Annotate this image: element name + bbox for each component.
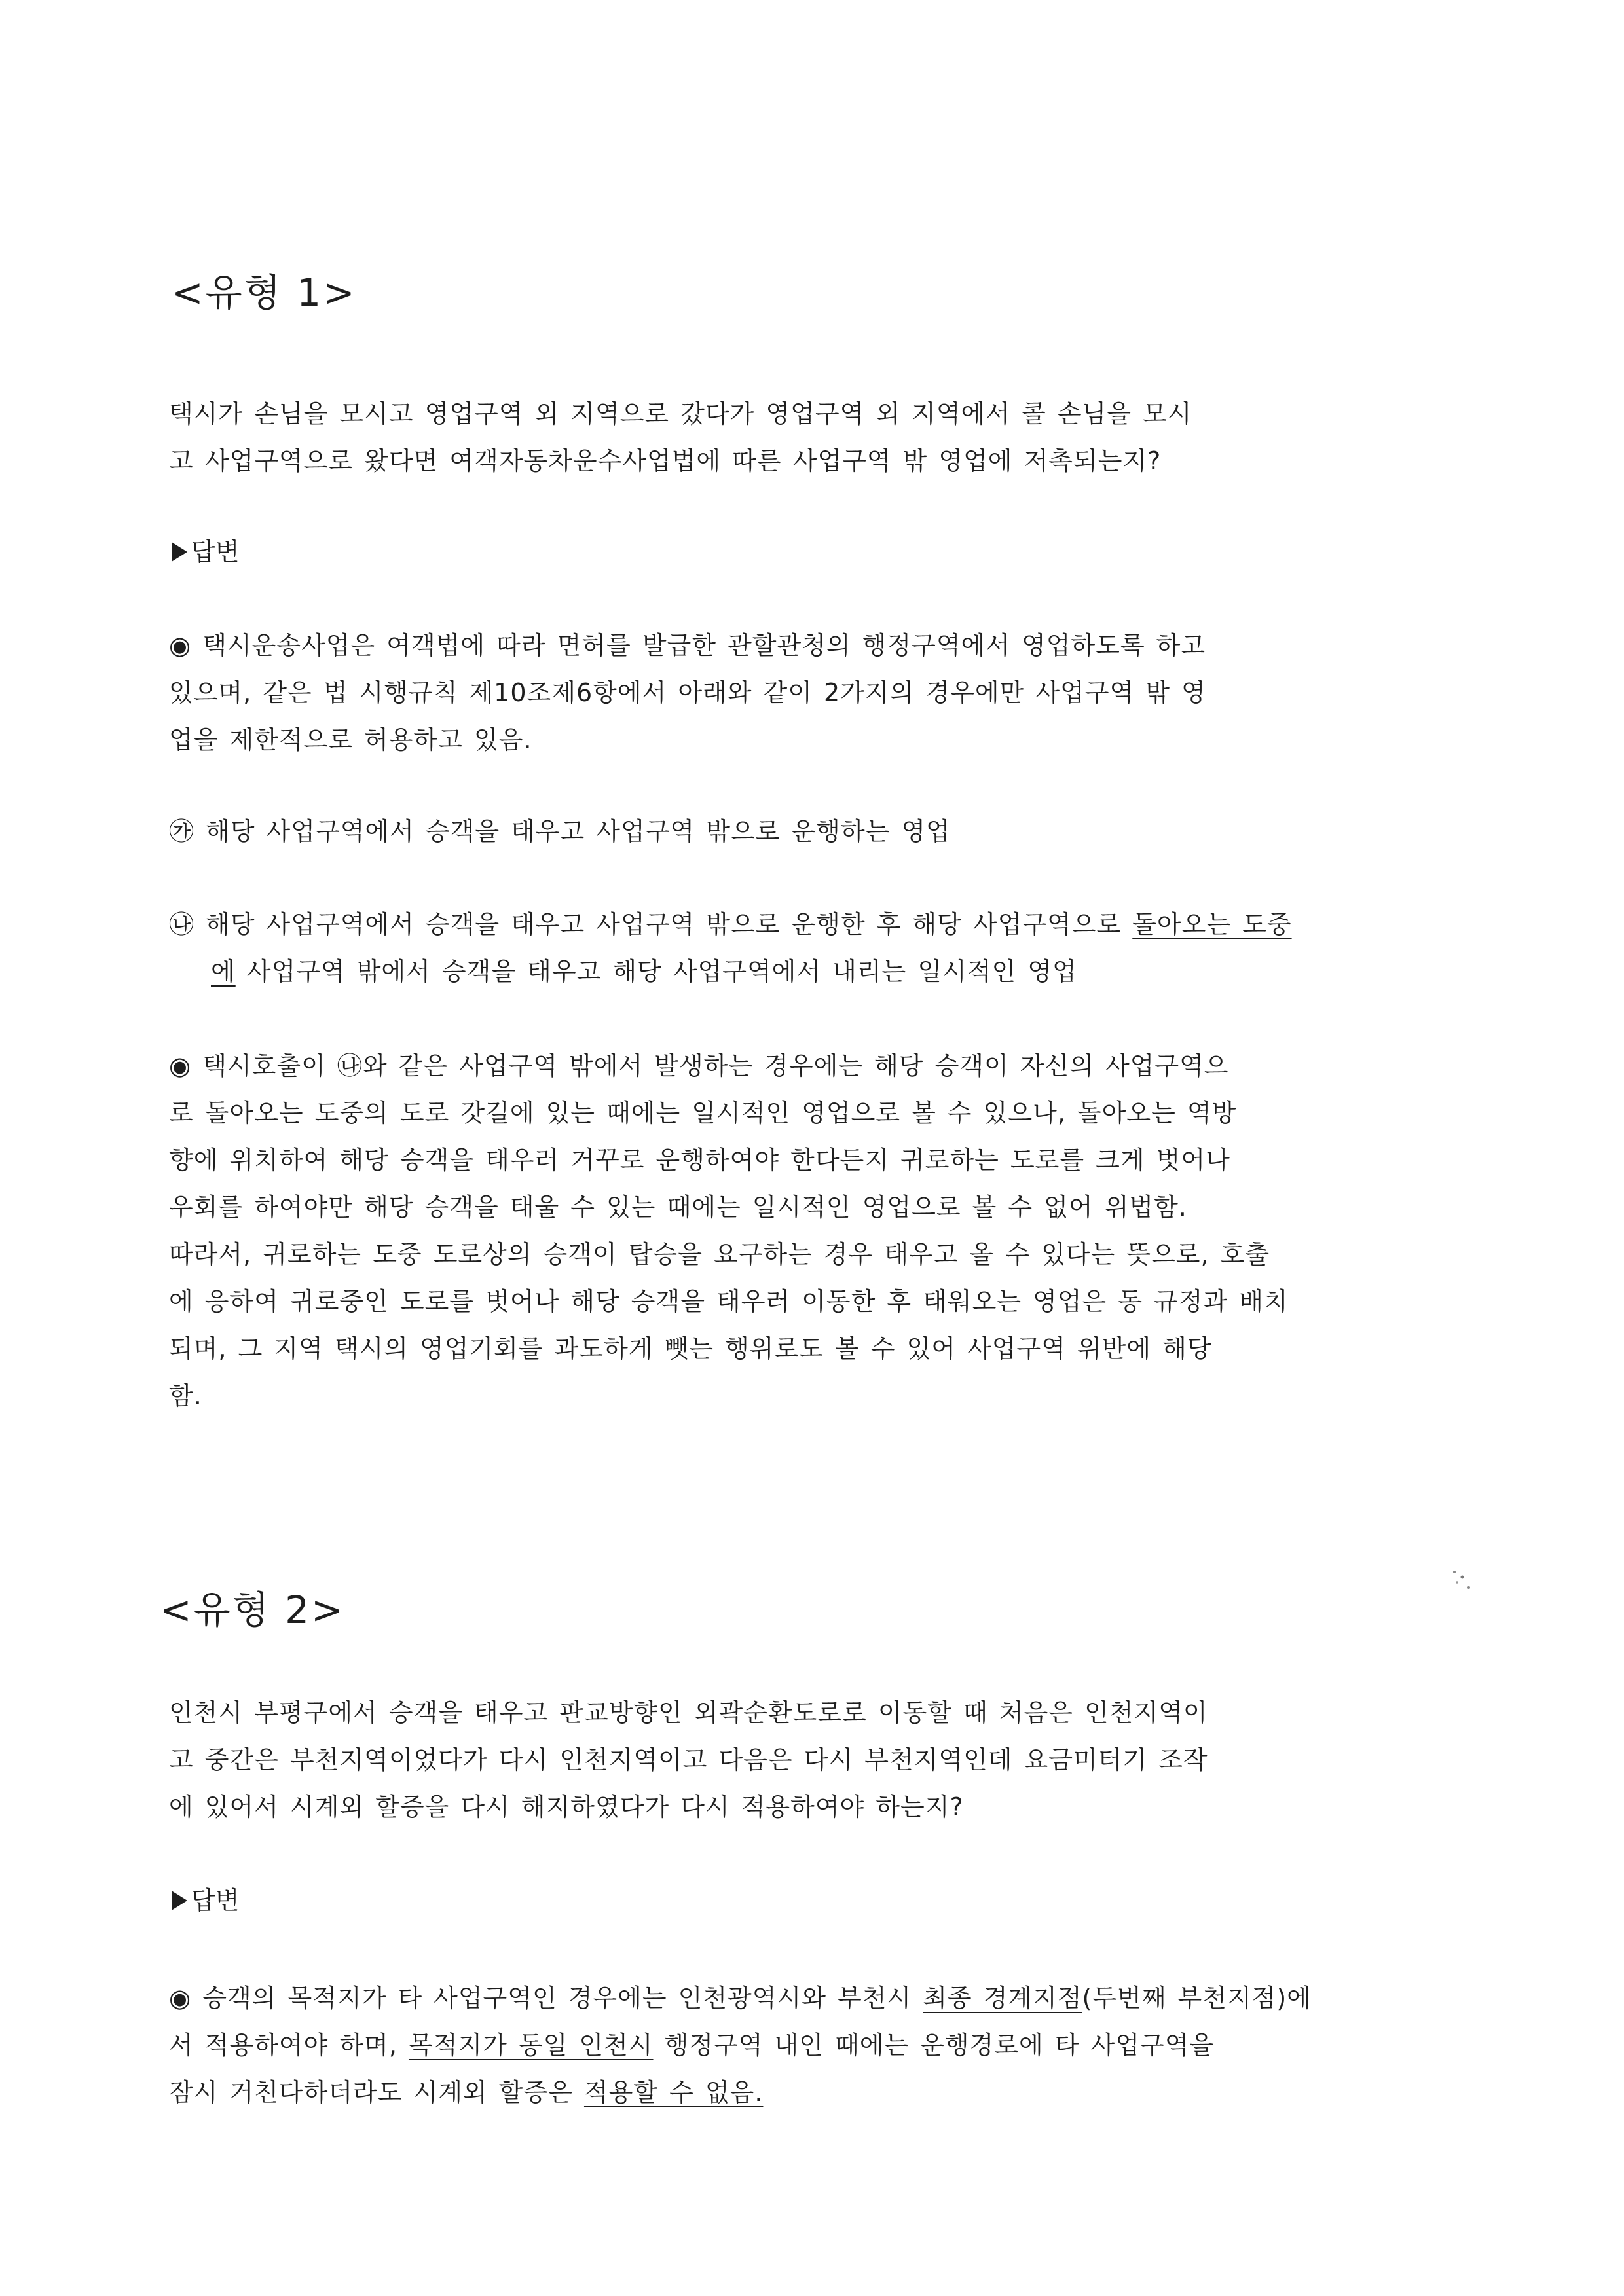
answer-line: 업을 제한적으로 허용하고 있음. <box>169 725 532 754</box>
answer-underlined: 적용할 수 없음. <box>583 2078 764 2107</box>
item-ga-text: ㉮ 해당 사업구역에서 승객을 태우고 사업구역 밖으로 운행하는 영업 <box>169 817 951 846</box>
section1-answer-para2 <box>169 1042 1400 1419</box>
section2-answer-label <box>172 1880 239 1916</box>
answer-label-text: 답변 <box>191 1886 240 1915</box>
item-na-line <box>169 901 1400 948</box>
answer-underlined: 최종 경계지점 <box>923 1984 1082 2013</box>
section1-question-line: 택시가 손님을 모시고 영업구역 외 지역으로 갔다가 영업구역 외 지역에서 콜 손님을 모시 <box>169 399 1192 428</box>
answer-line <box>169 2069 1400 2116</box>
section2-question-line: 에 있어서 시계외 할증을 다시 해지하였다가 다시 적용하여야 하는지? <box>169 1793 964 1821</box>
scan-speck-marks <box>1450 1568 1477 1594</box>
answer-text: 서 적용하여야 하며, <box>169 2031 409 2060</box>
answer-line: ◉ 택시운송사업은 여객법에 따라 면허를 발급한 관할관청의 행정구역에서 영업하도록 하고 <box>169 631 1206 660</box>
section2-heading: <유형 2> <box>160 1588 345 1632</box>
section1-question <box>169 390 1400 484</box>
section2-question-line: 고 중간은 부천지역이었다가 다시 인천지역이고 다음은 다시 부천지역인데 요금미터기 조작 <box>169 1745 1208 1774</box>
answer-line: 있으며, 같은 법 시행규칙 제10조제6항에서 아래와 같이 2가지의 경우에만 사업구역 밖 영 <box>169 678 1206 707</box>
answer-line: 로 돌아오는 도중의 도로 갓길에 있는 때에는 일시적인 영업으로 볼 수 있으나, 돌아오는 역방 <box>169 1099 1237 1127</box>
answer-line: 우회를 하여야만 해당 승객을 태울 수 있는 때에는 일시적인 영업으로 볼 수 없어 위법함. <box>169 1193 1187 1222</box>
answer-text: (두번째 부천지점)에 <box>1082 1984 1312 2013</box>
answer-line: 되며, 그 지역 택시의 영업기회를 과도하게 뺏는 행위로도 볼 수 있어 사업구역 위반에 해당 <box>169 1334 1212 1363</box>
item-na-underlined: 돌아오는 도중 <box>1132 910 1292 939</box>
answer-text: 행정구역 내인 때에는 운행경로에 타 사업구역을 <box>653 2031 1215 2060</box>
answer-label-text: 답변 <box>191 538 240 566</box>
answer-line: 향에 위치하여 해당 승객을 태우러 거꾸로 운행하여야 한다든지 귀로하는 도로를 크게 벗어나 <box>169 1146 1230 1175</box>
section1-heading: <유형 1> <box>172 270 357 315</box>
answer-line: 따라서, 귀로하는 도중 도로상의 승객이 탑승을 요구하는 경우 태우고 올 수 있다는 뜻으로, 호출 <box>169 1240 1270 1269</box>
triangle-bullet-icon <box>172 1891 187 1910</box>
section1-answer-label <box>172 532 239 568</box>
answer-line: ◉ 택시호출이 ㉯와 같은 사업구역 밖에서 발생하는 경우에는 해당 승객이 자신의 사업구역으 <box>169 1051 1229 1080</box>
item-na-text: 사업구역 밖에서 승객을 태우고 해당 사업구역에서 내리는 일시적인 영업 <box>235 957 1077 986</box>
section1-question-line: 고 사업구역으로 왔다면 여객자동차운수사업법에 따른 사업구역 밖 영업에 저촉되는지? <box>169 446 1162 475</box>
section1-item-na <box>169 901 1400 995</box>
triangle-bullet-icon <box>172 542 187 562</box>
answer-line: 함. <box>169 1381 202 1410</box>
answer-text: ◉ 승객의 목적지가 타 사업구역인 경우에는 인천광역시와 부천시 <box>169 1984 923 2013</box>
answer-text: 잠시 거친다하더라도 시계외 할증은 <box>169 2078 584 2107</box>
section1-item-ga <box>169 808 1400 855</box>
item-na-line <box>169 948 1400 995</box>
answer-line <box>169 2022 1400 2069</box>
section2-question <box>169 1689 1400 1831</box>
answer-underlined: 목적지가 동일 인천시 <box>408 2031 654 2060</box>
section2-question-line: 인천시 부평구에서 승객을 태우고 판교방향인 외곽순환도로로 이동할 때 처음은 인천지역이 <box>169 1698 1208 1727</box>
section1-answer-para1 <box>169 622 1400 763</box>
section2-answer-para1 <box>169 1975 1400 2116</box>
answer-line <box>169 1975 1400 2022</box>
item-na-text: ㉯ 해당 사업구역에서 승객을 태우고 사업구역 밖으로 운행한 후 해당 사업구역으로 <box>169 910 1133 939</box>
item-na-underlined: 에 <box>211 957 236 986</box>
answer-line: 에 응하여 귀로중인 도로를 벗어나 해당 승객을 태우러 이동한 후 태워오는 영업은 동 규정과 배치 <box>169 1287 1289 1316</box>
